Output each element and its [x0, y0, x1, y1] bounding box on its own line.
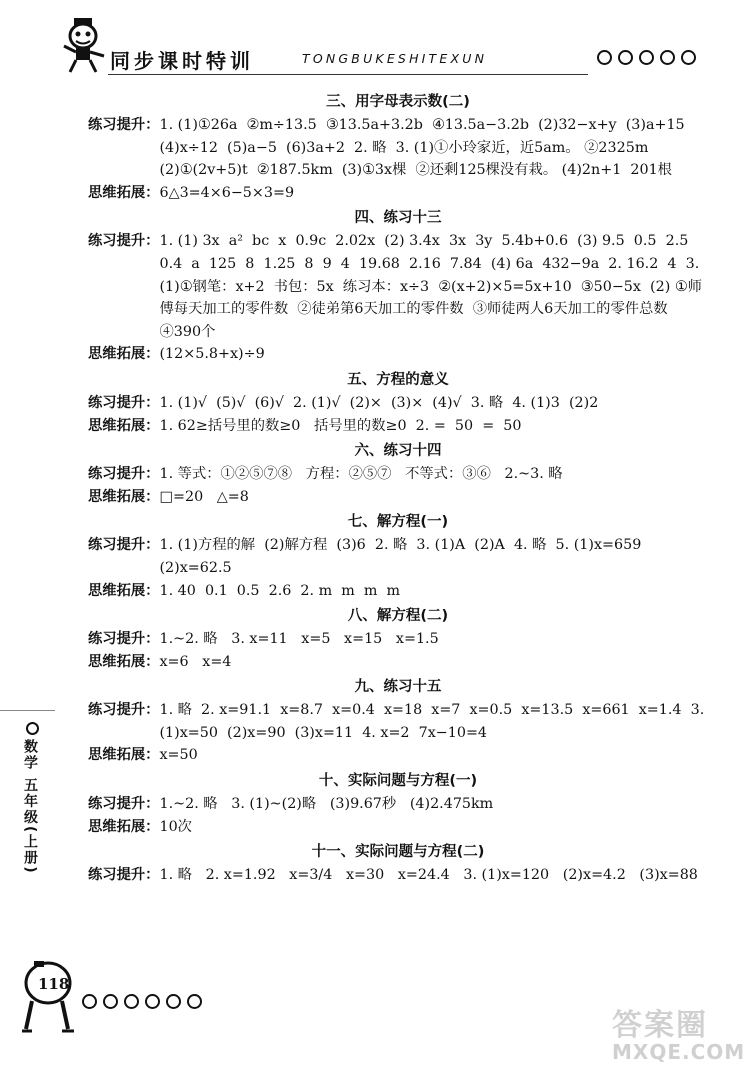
header-pinyin: TONGBUKESHITEXUN: [302, 51, 488, 66]
page-number: 118: [38, 975, 70, 993]
row-text: 1. (1)①26a ②m÷13.5 ③13.5a+3.2b ④13.5a−3.2b (2)32−x+y (3)a+15 (4)x÷12 (5)a−5 (6)3a+2 2. 略 3. (1)①小玲家近，近5am。 ②2325m (2)①(2v+5)t ②187.5km (3)①3x棵 ②还剩125棵没有栽。 (4)2n+1 201根: [159, 117, 694, 179]
circle-icon: [166, 994, 181, 1009]
row-label: 练习提升：: [88, 796, 160, 813]
answer-row: [88, 744, 708, 767]
row-label: 练习提升：: [88, 631, 160, 648]
answer-row: [88, 463, 708, 486]
row-text: 1. 62≥括号里的数≥0 括号里的数≥0 2. = 50 = 50: [159, 417, 522, 434]
row-label: 练习提升：: [88, 117, 160, 133]
section-title: 六、练习十四: [354, 443, 442, 460]
section-title: 九、练习十五: [354, 679, 442, 696]
circle-icon: [618, 50, 633, 65]
row-label: 思维拓展：: [88, 488, 160, 505]
row-text: x=6 x=4: [159, 653, 232, 670]
answer-row: [88, 230, 708, 343]
row-text: 1.~2. 略 3. (1)~(2)略 (3)9.67秒 (4)2.475km: [159, 796, 494, 813]
answer-row: [88, 534, 708, 579]
row-text: □=20 △=8: [159, 488, 249, 505]
circle-icon: [124, 994, 139, 1009]
row-label: 练习提升：: [88, 702, 160, 719]
circle-icon: [103, 994, 118, 1009]
row-label: 思维拓展：: [88, 346, 160, 363]
circle-icon: [145, 994, 160, 1009]
watermark-url: MXQE.COM: [612, 1040, 746, 1064]
answer-row: [88, 580, 708, 603]
answer-row: [88, 651, 708, 674]
footer-circles: [82, 994, 202, 1009]
watermark: 答案圈: [612, 1008, 708, 1043]
header-circles: [597, 50, 696, 65]
row-text: 1.~2. 略 3. x=11 x=5 x=15 x=1.5: [159, 631, 439, 648]
row-label: 练习提升：: [88, 233, 160, 250]
row-text: 10次: [159, 818, 192, 835]
row-label: 练习提升：: [88, 394, 160, 411]
mascot-icon: [62, 16, 106, 74]
answer-row: [88, 699, 708, 744]
section-title: 八、解方程(二): [347, 608, 449, 625]
answer-row: [88, 182, 708, 205]
answer-row: [88, 628, 708, 651]
circle-icon: [597, 50, 612, 65]
row-text: 1. 略 2. x=91.1 x=8.7 x=0.4 x=18 x=7 x=0.5 x=13.5 x=661 x=1.4 3. (1)x=50 (2)x=90 (3)x=11 4. x=2 7x−10=4: [159, 702, 709, 741]
answer-row: [88, 415, 708, 438]
row-text: x=50: [159, 747, 198, 764]
circle-icon: [660, 50, 675, 65]
row-text: 1. (1)√ (5)√ (6)√ 2. (1)√ (2)× (3)× (4)√ 3. 略 4. (1)3 (2)2: [159, 394, 599, 411]
section-title: 十一、实际问题与方程(二): [311, 844, 485, 861]
section-title: 五、方程的意义: [347, 371, 449, 388]
circle-icon: [82, 994, 97, 1009]
row-text: 1. (1)方程的解 (2)解方程 (3)6 2. 略 3. (1)A (2)A 4. 略 5. (1)x=659 (2)x=62.5: [159, 537, 651, 576]
circle-icon: [639, 50, 654, 65]
section-title: 四、练习十三: [354, 210, 442, 227]
answer-row: [88, 864, 708, 887]
answer-row: [88, 114, 708, 182]
side-label: 数学 五年级(上册): [22, 739, 38, 875]
row-label: 练习提升：: [88, 867, 160, 884]
footer-mascot-icon: [18, 955, 78, 1035]
row-text: 1. 略 2. x=1.92 x=3/4 x=30 x=24.4 3. (1)x=120 (2)x=4.2 (3)x=88: [159, 867, 698, 884]
row-label: 思维拓展：: [88, 747, 160, 764]
row-label: 思维拓展：: [88, 184, 160, 201]
header-divider: [108, 74, 588, 75]
row-text: 1. 40 0.1 0.5 2.6 2. m m m m: [159, 582, 401, 599]
answer-content: [88, 88, 708, 887]
row-text: (12×5.8+x)÷9: [159, 346, 265, 363]
answer-row: [88, 486, 708, 509]
side-tab: [20, 722, 46, 875]
row-label: 思维拓展：: [88, 818, 160, 835]
row-label: 练习提升：: [88, 537, 160, 554]
row-text: 6△3=4×6−5×3=9: [159, 184, 295, 201]
circle-icon: [681, 50, 696, 65]
section-title: 十、实际问题与方程(一): [318, 773, 478, 790]
row-text: 1. (1) 3x a² bc x 0.9c 2.02x (2) 3.4x 3x 3y 5.4b+0.6 (3) 9.5 0.5 2.5 0.4 a 125 8 1.25 8 9 4 19.68 2.16 7.84 (4) 6a 432−9a 2. 16.2 4 3. (1)①钢笔：x+2 书包：5x 练习本：x÷3 ②(x+2)×5=5x+10 ③50−5x (2) ①师傅每天加工的零件数 ②徒弟第6天加工的零件数 ③师徒两人6天加工的零件总数 ④390个: [159, 233, 704, 340]
page-header: [0, 0, 750, 80]
row-label: 思维拓展：: [88, 653, 160, 670]
row-label: 思维拓展：: [88, 417, 160, 434]
section-title: 七、解方程(一): [347, 514, 449, 531]
circle-icon: [187, 994, 202, 1009]
row-label: 思维拓展：: [88, 582, 160, 599]
row-label: 练习提升：: [88, 466, 160, 483]
answer-row: [88, 392, 708, 415]
answer-row: [88, 793, 708, 816]
header-title: 同步课时特训: [110, 49, 254, 73]
side-divider: [0, 710, 55, 711]
section-title: 三、用字母表示数(二): [326, 94, 470, 110]
circle-icon: [26, 722, 39, 735]
row-text: 1. 等式：①②⑤⑦⑧ 方程：②⑤⑦ 不等式：③⑥ 2.~3. 略: [159, 466, 563, 483]
answer-row: [88, 343, 708, 366]
answer-row: [88, 816, 708, 839]
